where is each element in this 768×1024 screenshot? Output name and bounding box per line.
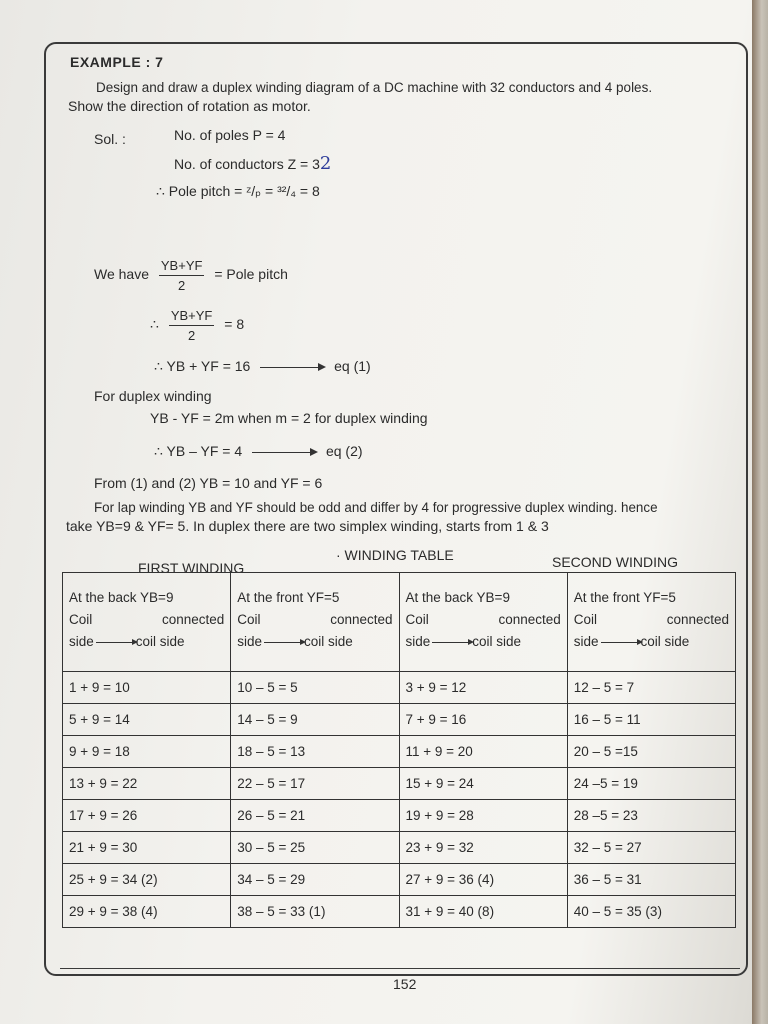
therefore-symbol: ∴ xyxy=(150,316,159,333)
page-edge xyxy=(752,0,768,1024)
question-line-1: Design and draw a duplex winding diagram of a DC machine with 32 conductors and 4 poles. xyxy=(96,80,653,95)
fraction-numerator: YB+YF xyxy=(159,258,205,276)
question-line-2: Show the direction of rotation as motor. xyxy=(68,98,311,114)
table-cell: 31 + 9 = 40 (8) xyxy=(399,896,567,928)
table-cell: 38 – 5 = 33 (1) xyxy=(231,896,399,928)
table-row xyxy=(63,704,736,736)
header-coil: Coil xyxy=(69,612,93,627)
first-winding-label: FIRST WINDING xyxy=(138,560,245,576)
header-title: At the back YB=9 xyxy=(405,590,510,605)
example-heading: EXAMPLE : 7 xyxy=(70,54,164,70)
table-row xyxy=(63,672,736,704)
table-cell: 5 + 9 = 14 xyxy=(63,704,231,736)
table-cell: 16 – 5 = 11 xyxy=(567,704,735,736)
table-cell: 11 + 9 = 20 xyxy=(399,736,567,768)
difference-text: ∴ YB – YF = 4 xyxy=(154,443,243,459)
table-cell: 29 + 9 = 38 (4) xyxy=(63,896,231,928)
table-cell: 1 + 9 = 10 xyxy=(63,672,231,704)
header-title: At the front YF=5 xyxy=(573,590,676,605)
header-coil: Coil xyxy=(573,612,598,627)
table-cell: 7 + 9 = 16 xyxy=(399,704,567,736)
header-cell xyxy=(231,573,399,672)
pole-pitch-line: ∴ Pole pitch = ᶻ/ₚ = ³²/₄ = 8 xyxy=(156,183,320,199)
we-have-equation xyxy=(94,258,288,293)
pole-pitch-equals: = Pole pitch xyxy=(214,266,288,283)
header-to: coil side xyxy=(304,634,353,649)
table-cell: 25 + 9 = 34 (2) xyxy=(63,864,231,896)
poles-line: No. of poles P = 4 xyxy=(174,127,286,143)
table-cell: 23 + 9 = 32 xyxy=(399,832,567,864)
right-arrow-icon xyxy=(96,642,136,643)
header-coil: Coil xyxy=(237,612,261,627)
header-from: side xyxy=(69,634,94,649)
table-cell: 34 – 5 = 29 xyxy=(231,864,399,896)
right-arrow-icon xyxy=(252,452,316,453)
header-from: side xyxy=(405,634,431,649)
header-to: coil side xyxy=(640,634,690,649)
table-cell: 32 – 5 = 27 xyxy=(567,832,735,864)
header-cell xyxy=(567,573,735,672)
sum-equation xyxy=(154,358,371,375)
conductors-line xyxy=(174,153,331,174)
right-arrow-icon xyxy=(432,642,472,643)
table-cell: 40 – 5 = 35 (3) xyxy=(567,896,735,928)
table-cell: 12 – 5 = 7 xyxy=(567,672,735,704)
table-cell: 18 – 5 = 13 xyxy=(231,736,399,768)
table-cell: 9 + 9 = 18 xyxy=(63,736,231,768)
table-cell: 30 – 5 = 25 xyxy=(231,832,399,864)
lap-line-2: take YB=9 & YF= 5. In duplex there are two simplex winding, starts from 1 & 3 xyxy=(66,518,549,534)
table-row xyxy=(63,896,736,928)
table-cell: 17 + 9 = 26 xyxy=(63,800,231,832)
fraction xyxy=(159,258,205,293)
right-arrow-icon xyxy=(601,642,641,643)
header-to: coil side xyxy=(472,634,522,649)
header-to: coil side xyxy=(135,634,185,649)
difference-equation xyxy=(154,443,363,460)
duplex-title: For duplex winding xyxy=(94,388,212,404)
result-line: From (1) and (2) YB = 10 and YF = 6 xyxy=(94,475,323,491)
header-from: side xyxy=(573,634,599,649)
winding-table xyxy=(62,572,736,928)
table-row xyxy=(63,800,736,832)
right-arrow-icon xyxy=(264,642,304,643)
equals-eight: = 8 xyxy=(224,316,245,333)
header-coil: Coil xyxy=(405,612,429,627)
table-cell: 3 + 9 = 12 xyxy=(399,672,567,704)
frame-bottom-rule xyxy=(60,968,740,969)
table-cell: 22 – 5 = 17 xyxy=(231,768,399,800)
table-cell: 10 – 5 = 5 xyxy=(231,672,399,704)
table-cell: 19 + 9 = 28 xyxy=(399,800,567,832)
fraction-denominator: 2 xyxy=(187,328,196,343)
header-from: side xyxy=(237,634,263,649)
header-connected: connected xyxy=(161,612,225,627)
fraction-numerator: YB+YF xyxy=(169,308,215,326)
duplex-line: YB - YF = 2m when m = 2 for duplex winding xyxy=(150,410,428,426)
lap-line-1: For lap winding YB and YF should be odd and differ by 4 for progressive duplex winding. hence xyxy=(94,500,658,515)
sum-text: ∴ YB + YF = 16 xyxy=(154,358,251,374)
table-row xyxy=(63,864,736,896)
conductors-text: No. of conductors Z = 3 xyxy=(174,156,320,172)
table-cell: 14 – 5 = 9 xyxy=(231,704,399,736)
we-have-label: We have xyxy=(94,266,149,283)
table-cell: 15 + 9 = 24 xyxy=(399,768,567,800)
table-cell: 27 + 9 = 36 (4) xyxy=(399,864,567,896)
header-connected: connected xyxy=(498,612,561,627)
table-row xyxy=(63,736,736,768)
table-cell: 13 + 9 = 22 xyxy=(63,768,231,800)
page-number: 152 xyxy=(393,976,417,992)
table-cell: 36 – 5 = 31 xyxy=(567,864,735,896)
eq2-label: eq (2) xyxy=(325,443,363,459)
right-arrow-icon xyxy=(260,367,324,368)
header-connected: connected xyxy=(666,612,729,627)
handwritten-correction: 2 xyxy=(319,153,332,174)
table-cell: 28 –5 = 23 xyxy=(567,800,735,832)
eq1-label: eq (1) xyxy=(334,358,371,374)
table-title: · WINDING TABLE xyxy=(336,547,454,563)
table-row xyxy=(63,832,736,864)
table-row xyxy=(63,768,736,800)
table-cell: 26 – 5 = 21 xyxy=(231,800,399,832)
header-connected: connected xyxy=(330,612,393,627)
header-title: At the back YB=9 xyxy=(69,590,174,605)
fraction-denominator: 2 xyxy=(178,278,186,293)
fraction xyxy=(169,308,215,343)
table-cell: 21 + 9 = 30 xyxy=(63,832,231,864)
eight-equation xyxy=(150,308,244,343)
solution-label: Sol. : xyxy=(94,131,126,147)
header-cell xyxy=(399,573,567,672)
table-cell: 24 –5 = 19 xyxy=(567,768,735,800)
header-title: At the front YF=5 xyxy=(237,590,340,605)
table-cell: 20 – 5 =15 xyxy=(567,736,735,768)
header-cell xyxy=(63,573,231,672)
table-header-row xyxy=(63,573,736,672)
second-winding-label: SECOND WINDING xyxy=(552,554,678,570)
